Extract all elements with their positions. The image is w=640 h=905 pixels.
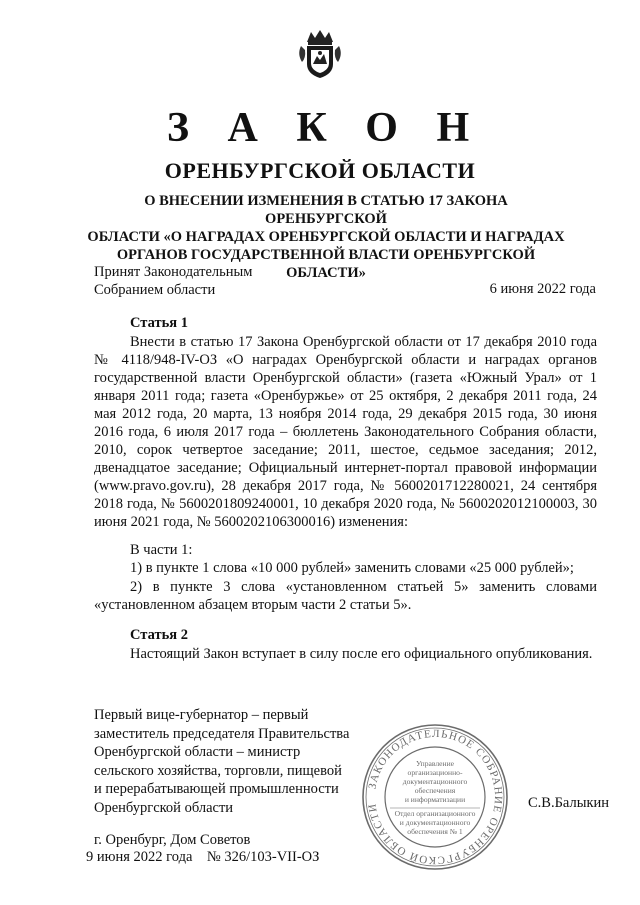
- seal-line: Отдел организационного: [394, 809, 476, 818]
- official-seal-stamp: [360, 722, 510, 872]
- adoption-line: Принят Законодательным: [94, 264, 253, 280]
- article-1-item-2: 2) в пункте 3 слова «установленном статьей 5» заменить словами «установленном абзацем вторым части 2 статьи 5».: [94, 579, 597, 613]
- heading-line: ОБЛАСТИ»: [286, 265, 366, 281]
- article-1-part: В части 1:: [130, 542, 193, 558]
- seal-line: обеспечения № 1: [407, 827, 463, 836]
- signer-line: Оренбургской области – министр: [94, 744, 301, 760]
- article-1-item-1: 1) в пункте 1 слова «10 000 рублей» заменить словами «25 000 рублей»;: [130, 560, 574, 576]
- signer-line: и перерабатывающей промышленности: [94, 781, 339, 797]
- seal-line: и информатизации: [404, 795, 466, 804]
- signer-line: заместитель председателя Правительства: [94, 725, 350, 742]
- signer-name: С.В.Балыкин: [528, 795, 610, 811]
- signing-place: г. Оренбург, Дом Советов: [94, 832, 251, 848]
- adoption-line: Собранием области: [94, 282, 216, 298]
- article-2-paragraph: Настоящий Закон вступает в силу после его официального опубликования.: [130, 646, 593, 662]
- heading-line: О ВНЕСЕНИИ ИЗМЕНЕНИЯ В СТАТЬЮ 17 ЗАКОНА ОРЕНБУРГСКОЙ: [144, 193, 508, 227]
- adoption-info: [94, 263, 252, 299]
- seal-ring-text: ЗАКОНОДАТЕЛЬНОЕ СОБРАНИЕ ОРЕНБУРГСКОЙ ОБЛАСТИ: [366, 727, 505, 867]
- seal-line: Управление: [415, 759, 455, 768]
- region-subtitle: ОРЕНБУРГСКОЙ ОБЛАСТИ: [164, 158, 476, 183]
- signer-line: Оренбургской области: [94, 799, 234, 816]
- seal-line: документационного: [402, 777, 468, 786]
- adoption-date: 6 июня 2022 года: [489, 281, 596, 297]
- signing-date-number: [86, 849, 319, 866]
- article-1-title: Статья 1: [130, 315, 188, 331]
- article-1-paragraph: Внести в статью 17 Закона Оренбургской области от 17 декабря 2010 года № 4118/948-IV-ОЗ «О наградах Оренбургской области и наградах органов государственной власти Оренбургской области» (газета «Южный Урал» от 1 января 2011 года; газета «Оренбуржье» от 25 октября, 2 декабря 2011 года, 24 мая 2012 года, 20 марта, 13 ноября 2014 года, 29 декабря 2015 года, 30 июня 2016 года, 6 июля 2017 года – бюллетень Законодательного Собрания области, 2010, сорок четвертое заседание; 2011, шестое, седьмое заседания; 2012, двенадцатое заседание; Официальный интернет-портал правовой информации (www.pravo.gov.ru), 28 декабря 2017 года, № 5600201712280021, 24 сентября 2018 года, № 5600201809240001, 10 декабря 2020 года, № 5600202012100003, 30 июня 2021 года, № 5600202106300016) изменения:: [94, 334, 597, 530]
- signing-date: 9 июня 2022 года: [86, 849, 193, 865]
- seal-line: и документационного: [399, 818, 471, 827]
- oblast-coat-of-arms-icon: [297, 28, 343, 80]
- heading-line: ОБЛАСТИ «О НАГРАДАХ ОРЕНБУРГСКОЙ ОБЛАСТИ И НАГРАДАХ: [87, 229, 565, 245]
- seal-line: организационно-: [407, 768, 463, 777]
- document-type-title: З А К О Н: [166, 105, 484, 151]
- seal-line: обеспечения: [414, 786, 456, 795]
- article-2-title: Статья 2: [130, 627, 188, 643]
- signer-position: [94, 706, 364, 817]
- heading-line: ОРГАНОВ ГОСУДАРСТВЕННОЙ ВЛАСТИ ОРЕНБУРГСКОЙ: [116, 247, 536, 263]
- signer-line: Первый вице-губернатор – первый: [94, 707, 309, 723]
- signer-line: сельского хозяйства, торговли, пищевой: [94, 762, 342, 779]
- law-number: № 326/103-VII-ОЗ: [206, 849, 320, 865]
